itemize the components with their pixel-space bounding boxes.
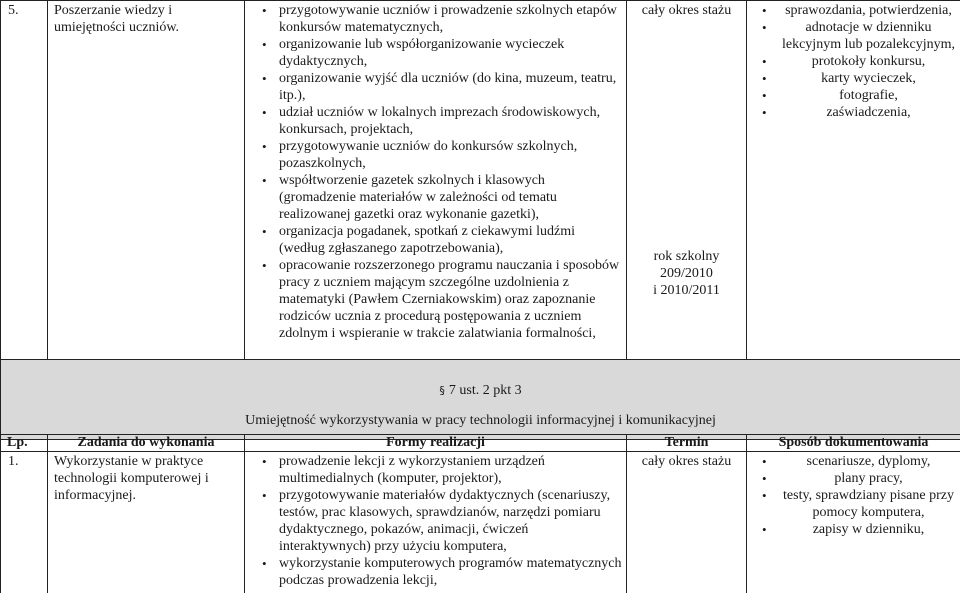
header-deadline: Termin <box>627 435 747 452</box>
task-cell: Wykorzystanie w praktyce technologii komputerowej i informacyjnej. <box>48 452 245 593</box>
deadline-line: 209/2010 <box>660 266 713 281</box>
list-item: • wykorzystanie komputerowych programów matematycznych podczas prowadzenia lekcji, <box>253 555 622 589</box>
section-sign: § <box>439 384 445 397</box>
list-item: • opracowanie rozszerzonego programu nauczania i sposobów pracy z uczniem mającym szczególne uzdolnienia z matematyki (Pawłem Czerniakowskim) oraz zapoznanie rodziców ucznia z procedurą postępowania z uczniem zdolnym i wspieranie w trakcie zalatwiania formalności, <box>253 257 622 342</box>
list-item: • współtworzenie gazetek szkolnych i klasowych (gromadzenie materiałów w zależności od tematu realizowanej gazetki oraz wykonanie gazetki), <box>253 172 622 223</box>
list-item: • przygotowywanie materiałów dydaktycznych (scenariuszy, testów, prac klasowych, sprawdzianów, narzędzi pomiaru dydaktycznego, pokazów, animacji, ćwiczeń interaktywnych) przy użyciu komputera, <box>253 487 622 555</box>
row-number: 1. <box>1 452 48 593</box>
list-item: • adnotacje w dzienniku lekcyjnym lub pozalekcyjnym, <box>753 19 956 53</box>
table-row <box>1 1 960 360</box>
section-ref-text: 7 ust. 2 pkt 3 <box>448 383 522 398</box>
task-cell: Poszerzanie wiedzy i umiejętności uczniów. <box>48 1 245 360</box>
section-reference <box>1 382 960 399</box>
list-item: • przygotowywanie uczniów do konkursów szkolnych, pozaszkolnych, <box>253 138 622 172</box>
documentation-cell <box>747 452 960 593</box>
list-item: • plany pracy, <box>753 470 956 487</box>
list-item: • testy, sprawdziany pisane przy pomocy komputera, <box>753 487 956 521</box>
deadline-line: rok szkolny <box>653 249 720 264</box>
list-item: • scenariusze, dyplomy, <box>753 453 956 470</box>
list-item: • udział uczniów w lokalnych imprezach środowiskowych, konkursach, projektach, <box>253 104 622 138</box>
section-banner-row <box>1 360 960 440</box>
header-forms: Formy realizacji <box>245 435 627 452</box>
list-item: • fotografie, <box>753 87 956 104</box>
deadline-cell <box>627 1 747 360</box>
list-item: • protokoły konkursu, <box>753 53 956 70</box>
deadline-text: cały okres stażu <box>641 3 732 18</box>
deadline-cell: cały okres stażu <box>627 452 747 593</box>
forms-cell <box>245 1 627 360</box>
header-row <box>1 435 960 452</box>
list-item: • sprawozdania, potwierdzenia, <box>753 2 956 19</box>
deadline-school-years <box>627 248 746 299</box>
forms-list <box>253 2 622 342</box>
list-item: • karty wycieczek, <box>753 70 956 87</box>
row-number: 5. <box>1 1 48 360</box>
list-item: • zaświadczenia, <box>753 104 956 121</box>
table-row <box>1 452 960 593</box>
header-lp: Lp. <box>1 435 48 452</box>
deadline-line: i 2010/2011 <box>653 283 720 298</box>
documentation-list <box>753 2 956 121</box>
list-item: • przygotowywanie uczniów i prowadzenie szkolnych etapów konkursów matematycznych, <box>253 2 622 36</box>
plan-table-bottom <box>0 434 960 593</box>
forms-cell <box>245 452 627 593</box>
section-title: Umiejętność wykorzystywania w pracy technologii informacyjnej i komunikacyjnej <box>245 413 716 428</box>
list-item: • organizacja pogadanek, spotkań z ciekawymi ludźmi (według zgłaszanego zapotrzebowania), <box>253 223 622 257</box>
section-banner <box>1 360 960 440</box>
documentation-cell <box>747 1 960 360</box>
forms-list <box>253 453 622 589</box>
list-item: • organizowanie lub współorganizowanie wycieczek dydaktycznych, <box>253 36 622 70</box>
list-item: • organizowanie wyjść dla uczniów (do kina, muzeum, teatru, itp.), <box>253 70 622 104</box>
header-documentation: Sposób dokumentowania <box>747 435 960 452</box>
list-item: • prowadzenie lekcji z wykorzystaniem urządzeń multimedialnych (komputer, projektor), <box>253 453 622 487</box>
documentation-list <box>753 453 956 538</box>
list-item: • zapisy w dzienniku, <box>753 521 956 538</box>
header-tasks: Zadania do wykonania <box>48 435 245 452</box>
